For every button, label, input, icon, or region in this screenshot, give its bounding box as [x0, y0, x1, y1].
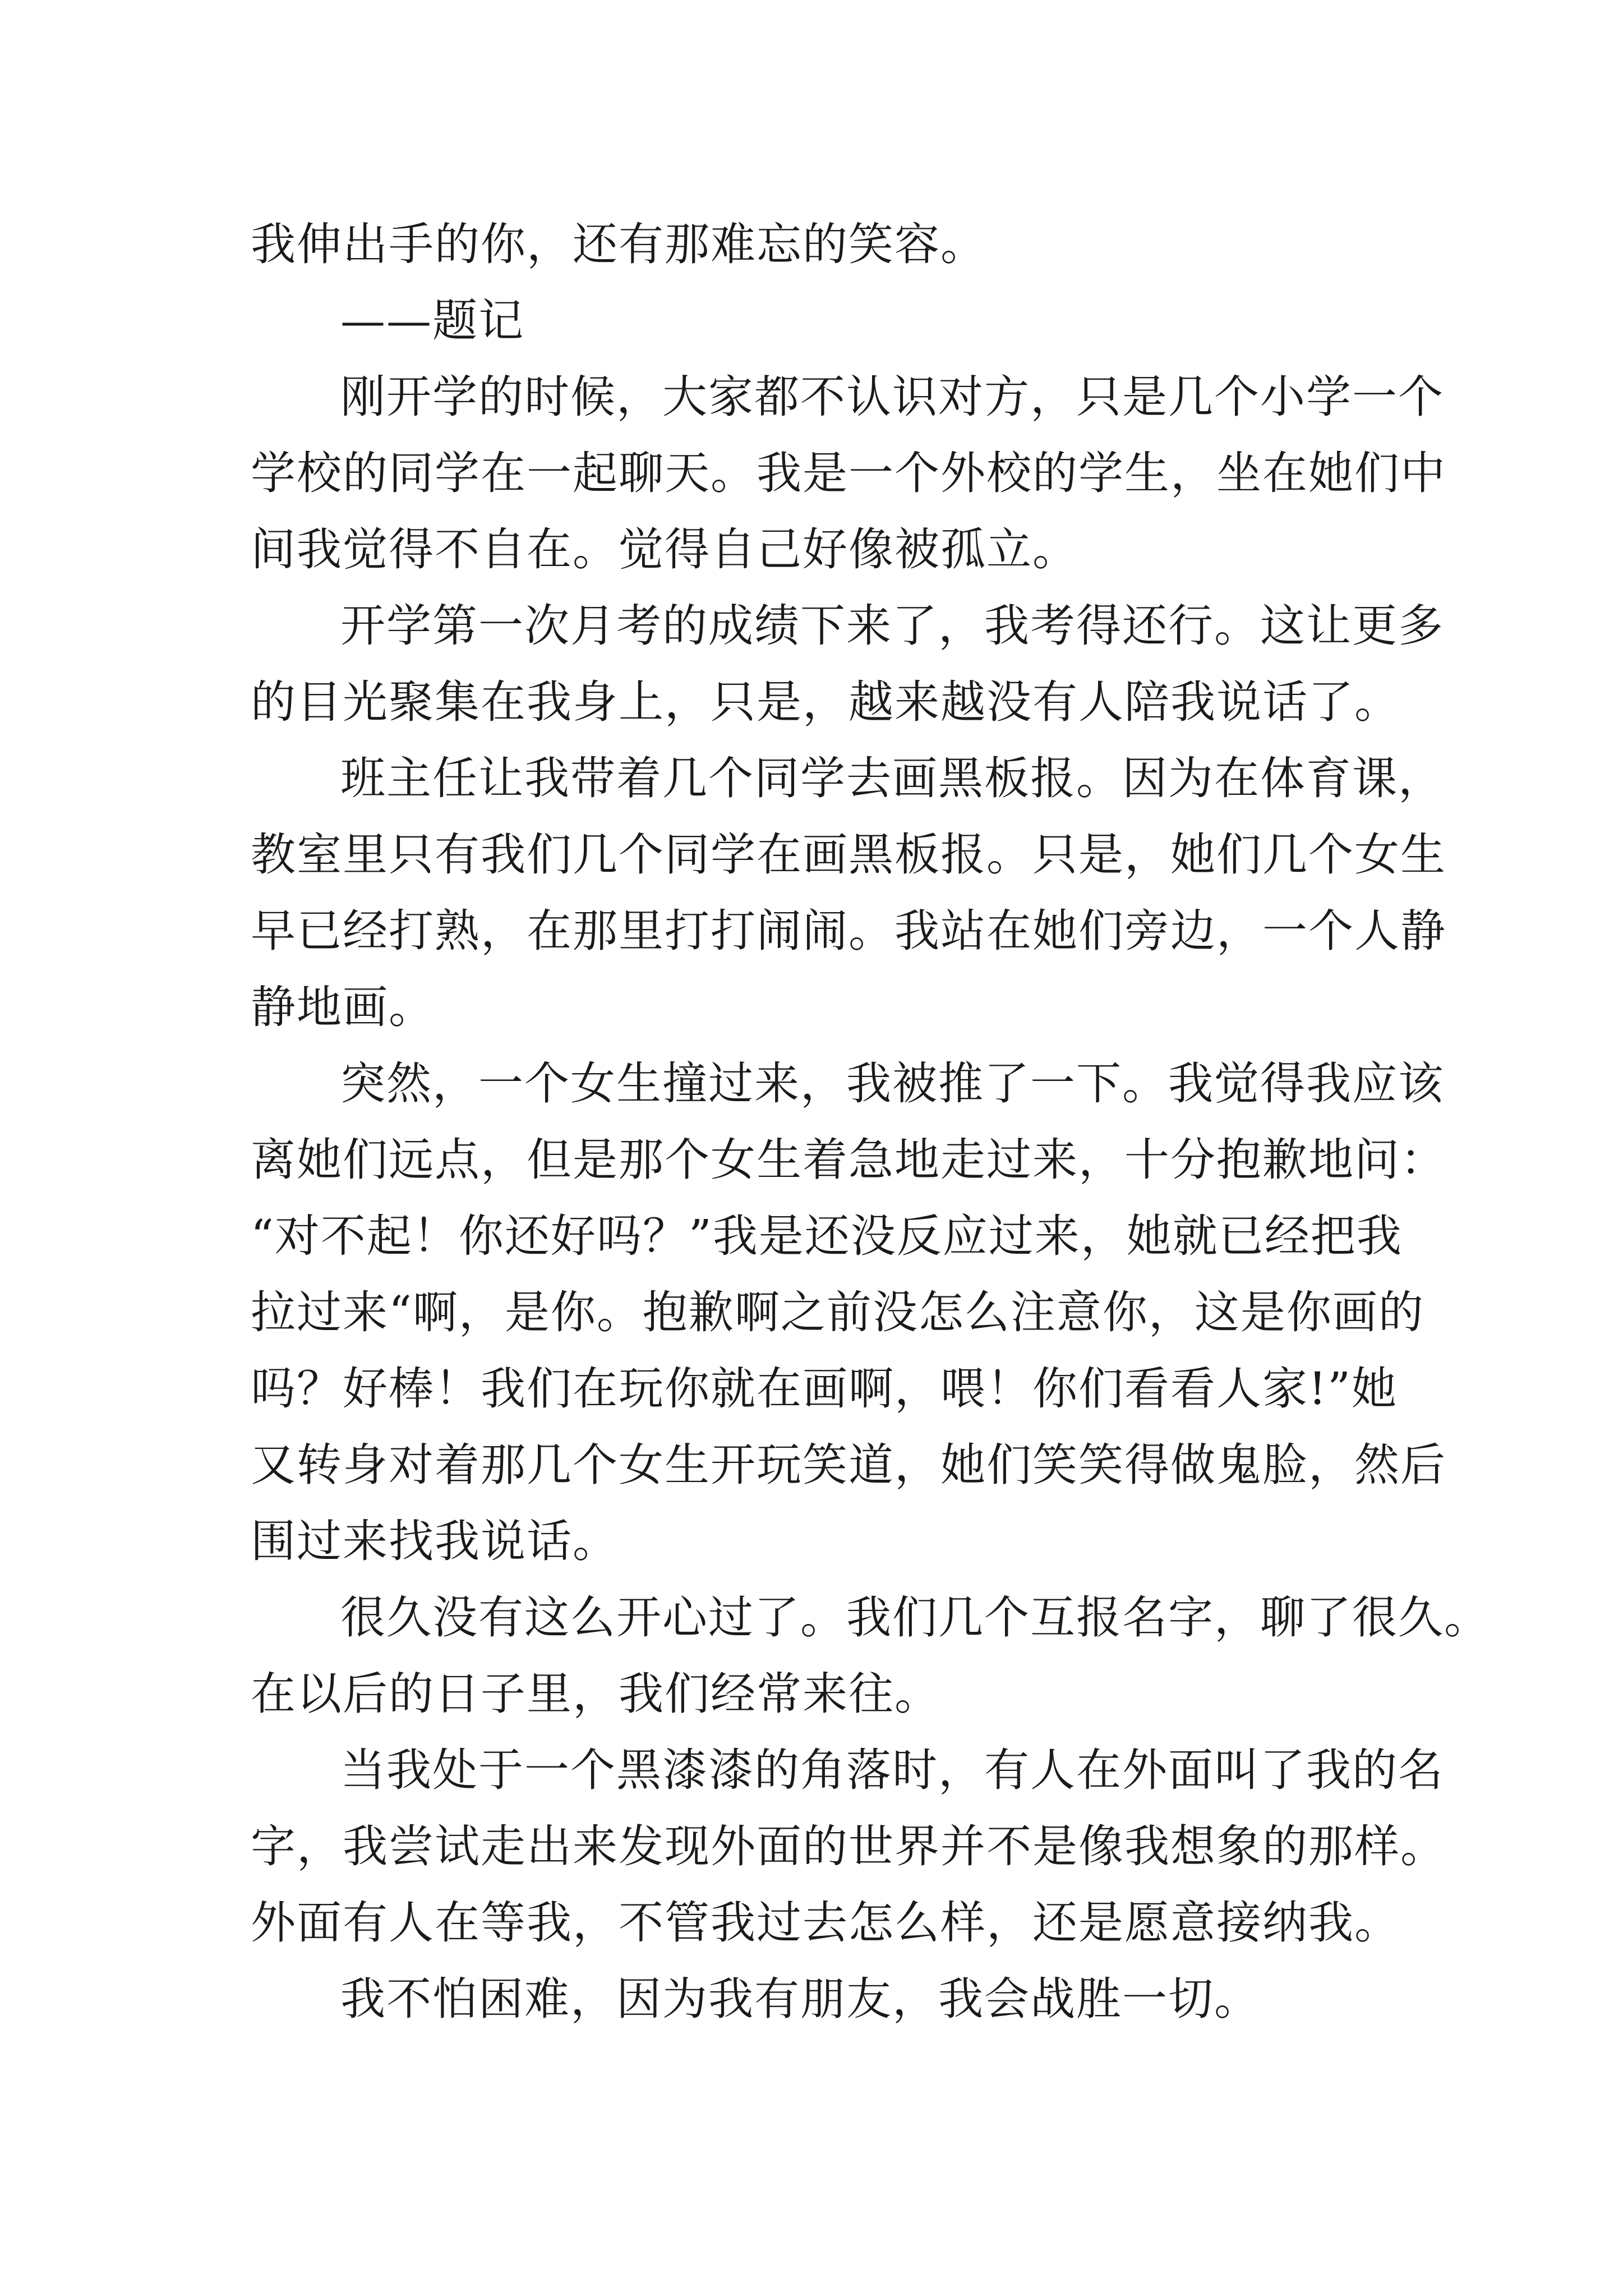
text-line: 我伸出手的你，还有那难忘的笑容。 [251, 218, 986, 270]
text-line: 当我处于一个黑漆漆的角落时，有人在外面叫了我的名 [340, 1744, 1444, 1796]
text-line: 开学第一次月考的成绩下来了，我考得还行。这让更多 [340, 600, 1444, 652]
text-line: 吗？好棒！我们在玩你就在画啊，喂！你们看看人家!”她 [251, 1363, 1398, 1415]
text-line: “对不起！你还好吗？”我是还没反应过来，她就已经把我 [251, 1210, 1403, 1262]
text-line: ——题记 [340, 295, 524, 347]
text-line: 刚开学的时候，大家都不认识对方，只是几个小学一个 [340, 371, 1444, 423]
text-line: 静地画。 [251, 981, 435, 1033]
text-line: 早已经打熟，在那里打打闹闹。我站在她们旁边，一个人静 [251, 905, 1446, 957]
text-line: 围过来找我说话。 [251, 1515, 619, 1567]
text-line: 间我觉得不自在。觉得自己好像被孤立。 [251, 523, 1078, 576]
text-line: 学校的同学在一起聊天。我是一个外校的学生，坐在她们中 [251, 447, 1446, 499]
text-line: 外面有人在等我，不管我过去怎么样，还是愿意接纳我。 [251, 1897, 1400, 1949]
text-line: 字，我尝试走出来发现外面的世界并不是像我想象的那样。 [251, 1820, 1446, 1872]
text-line: 班主任让我带着几个同学去画黑板报。因为在体育课， [340, 752, 1444, 804]
text-line: 教室里只有我们几个同学在画黑板报。只是，她们几个女生 [251, 829, 1446, 881]
text-line: 很久没有这么开心过了。我们几个互报名字，聊了很久。 [340, 1591, 1490, 1644]
text-line: 又转身对着那几个女生开玩笑道，她们笑笑得做鬼脸，然后 [251, 1439, 1446, 1491]
text-line: 拉过来“啊，是你。抱歉啊之前没怎么注意你，这是你画的 [251, 1286, 1424, 1338]
text-line: 的目光聚集在我身上，只是，越来越没有人陪我说话了。 [251, 676, 1400, 728]
text-line: 我不怕困难，因为我有朋友，我会战胜一切。 [340, 1973, 1260, 2025]
text-line: 突然，一个女生撞过来，我被推了一下。我觉得我应该 [340, 1057, 1444, 1110]
text-line: 离她们远点，但是那个女生着急地走过来，十分抱歉地问： [251, 1134, 1446, 1186]
text-line: 在以后的日子里，我们经常来往。 [251, 1668, 940, 1720]
essay-body [251, 206, 1490, 2037]
